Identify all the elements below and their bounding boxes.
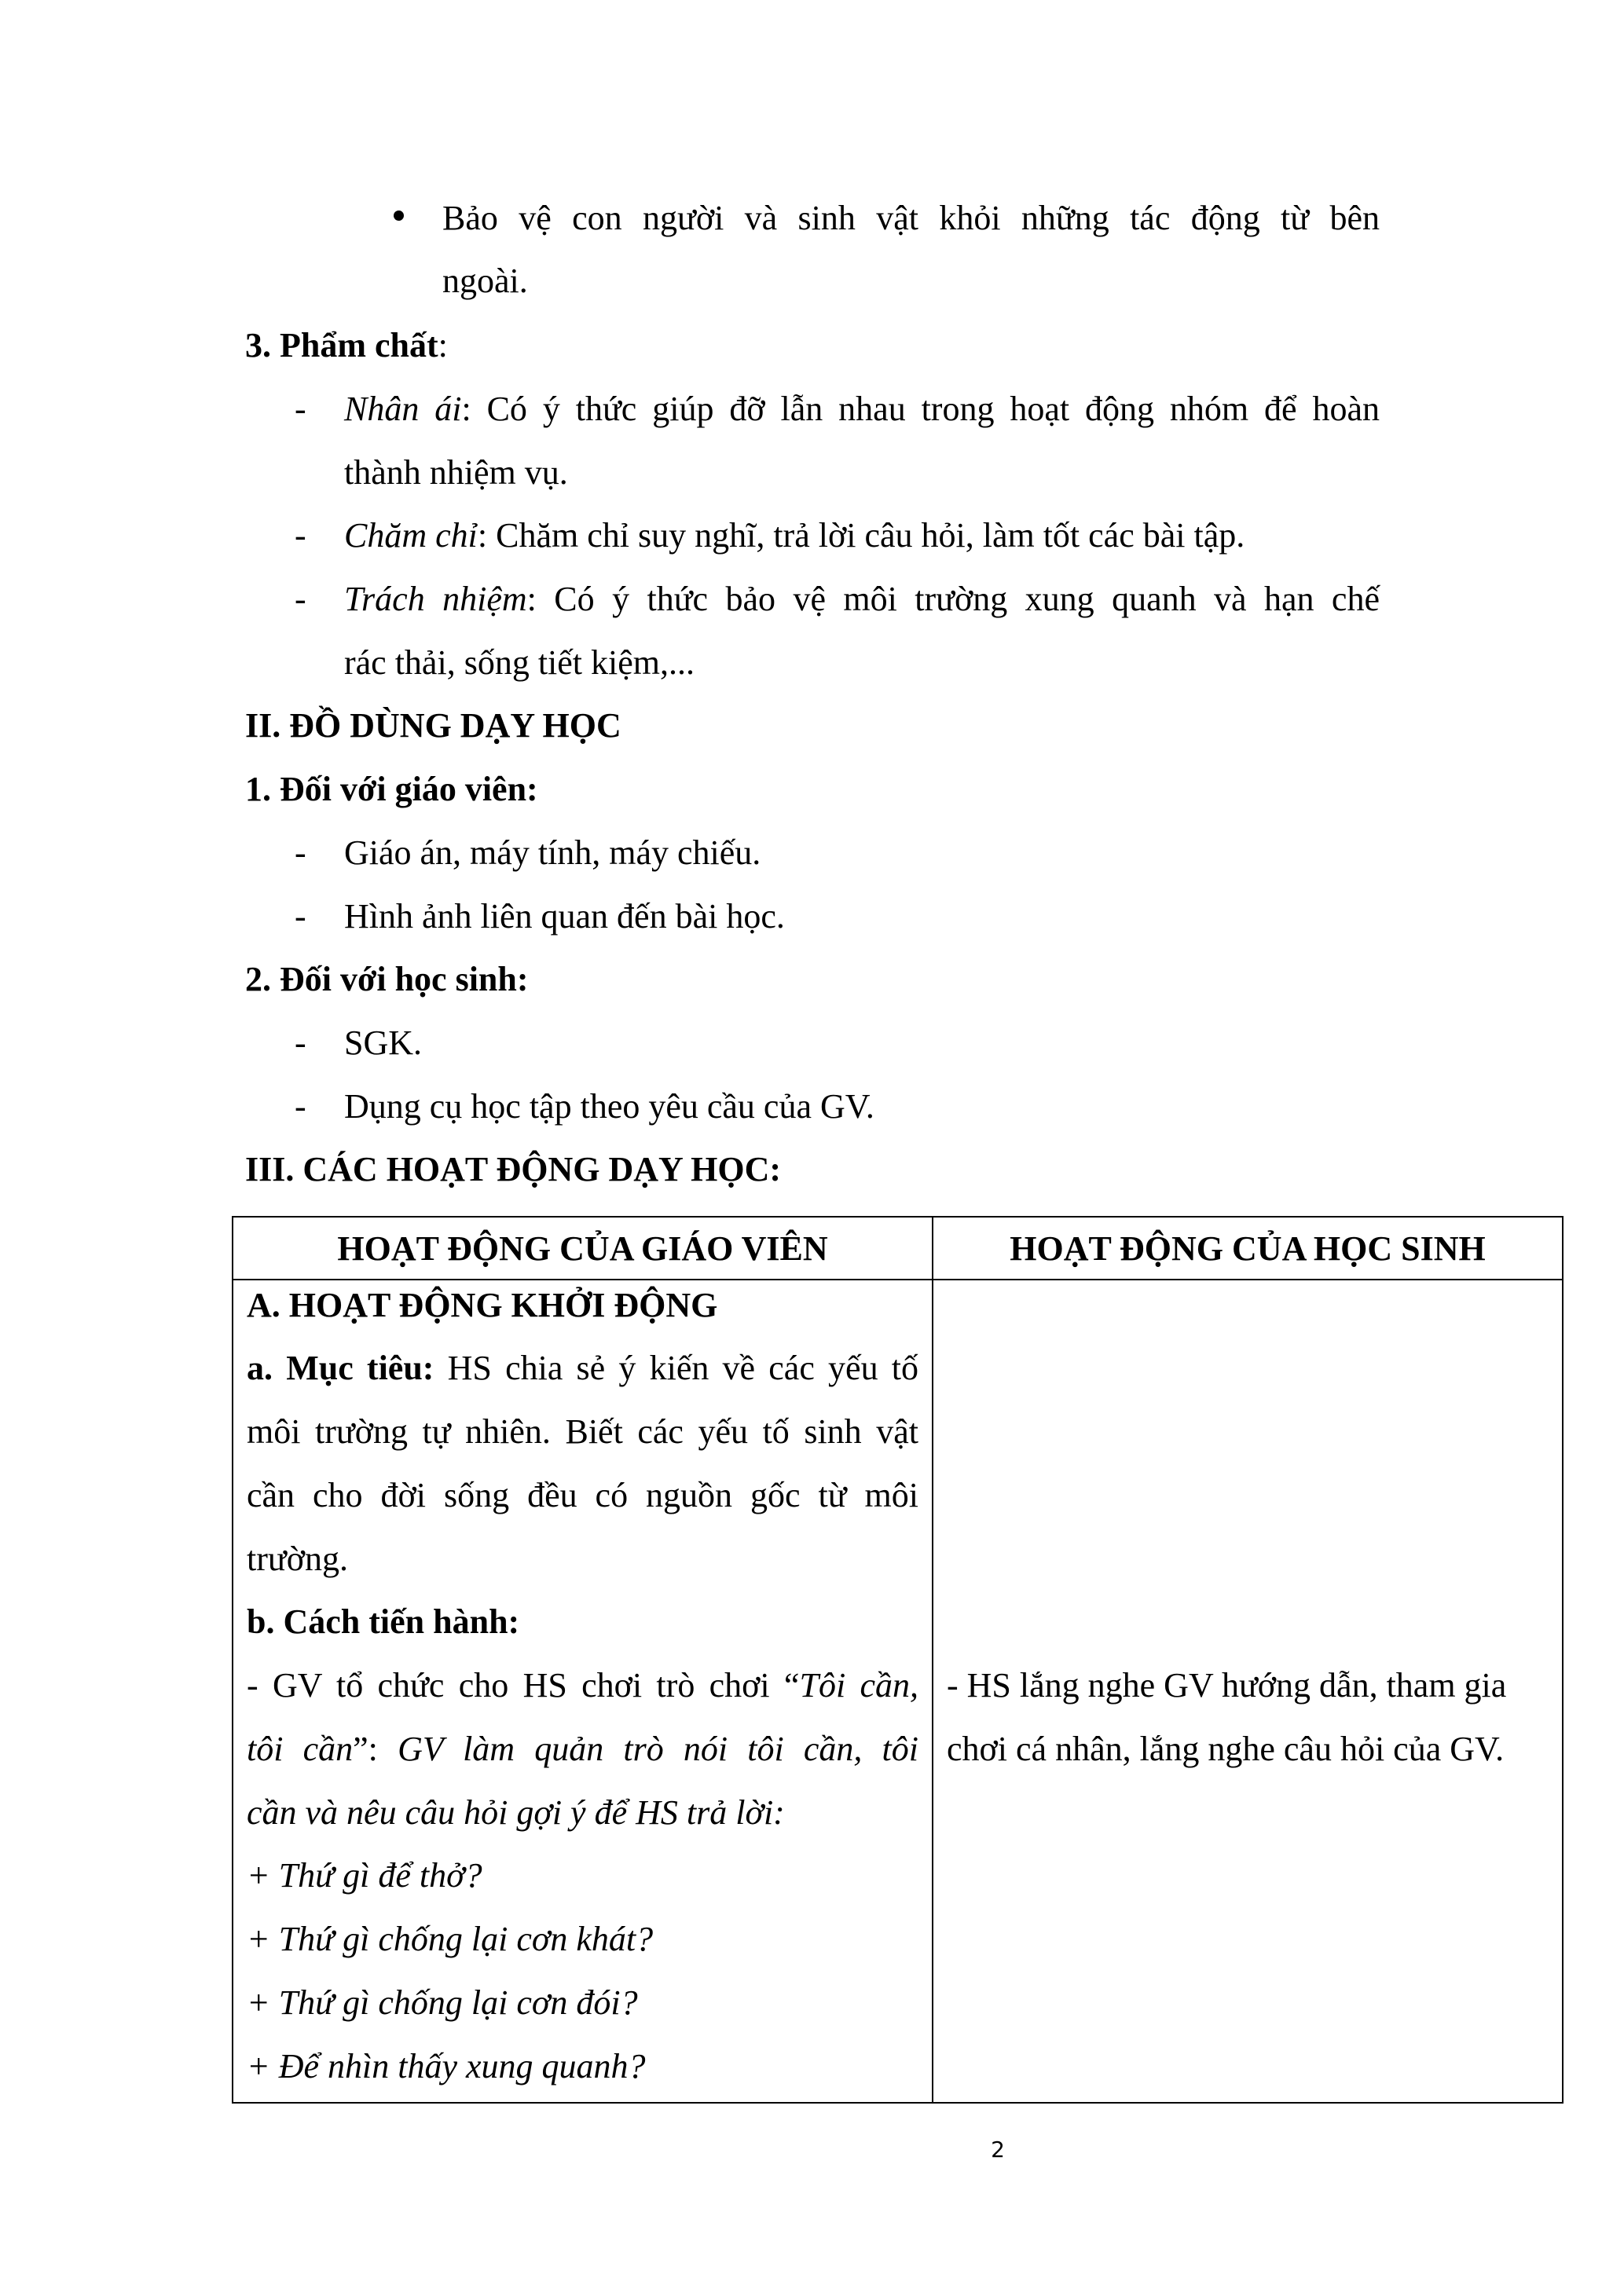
student-activity-line-1: - HS lắng nghe GV hướng dẫn, tham gia xyxy=(947,1666,1507,1705)
goal-line-4: trường. xyxy=(247,1540,348,1578)
dash-marker: - xyxy=(295,1087,306,1126)
heading-giao-vien: 1. Đối với giáo viên: xyxy=(245,770,538,808)
column-header-teacher: HOẠT ĐỘNG CỦA GIÁO VIÊN xyxy=(233,1217,933,1280)
dash-marker: - xyxy=(295,833,306,872)
column-header-student: HOẠT ĐỘNG CỦA HỌC SINH xyxy=(933,1217,1563,1280)
dash-marker: - xyxy=(295,516,306,555)
page-number: 2 xyxy=(991,2137,1005,2162)
goal-line-2: môi trường tự nhiên. Biết các yếu tố sinh vật xyxy=(247,1412,918,1451)
method-line-2: tôi cần”: GV làm quản trò nói tôi cần, tôi xyxy=(247,1730,919,1768)
teacher-cell xyxy=(233,1280,933,2103)
pham-chat-item-1-line-2: thành nhiệm vụ. xyxy=(344,453,568,492)
goal-line-3: cần cho đời sống đều có nguồn gốc từ môi xyxy=(247,1476,918,1514)
question-item: + Thứ gì chống lại cơn khát? xyxy=(247,1920,654,1958)
pham-chat-item-3-line-1: Trách nhiệm: Có ý thức bảo vệ môi trường xung quanh và hạn chế xyxy=(344,580,1380,618)
method-line-3: cần và nêu câu hỏi gợi ý để HS trả lời: xyxy=(247,1793,785,1832)
student-activity-line-2: chơi cá nhân, lắng nghe câu hỏi của GV. xyxy=(947,1730,1505,1768)
method-label: b. Cách tiến hành: xyxy=(247,1602,520,1641)
bullet-dot-icon xyxy=(394,211,404,221)
bullet-line-2: ngoài. xyxy=(442,262,528,300)
dash-marker: - xyxy=(295,1023,306,1062)
question-item: + Thứ gì chống lại cơn đói? xyxy=(247,1983,638,2022)
pham-chat-item-2: Chăm chỉ: Chăm chỉ suy nghĩ, trả lời câu hỏi, làm tốt các bài tập. xyxy=(344,516,1245,555)
student-item: SGK. xyxy=(344,1023,423,1062)
part-title: A. HOẠT ĐỘNG KHỞI ĐỘNG xyxy=(247,1286,718,1324)
student-item: Dụng cụ học tập theo yêu cầu của GV. xyxy=(344,1087,874,1126)
table-row xyxy=(233,1280,1563,2103)
pham-chat-item-1-line-1: Nhân ái: Có ý thức giúp đỡ lẫn nhau trong hoạt động nhóm để hoàn xyxy=(344,390,1380,428)
heading-pham-chat: 3. Phẩm chất: xyxy=(245,326,448,364)
pham-chat-item-3-line-2: rác thải, sống tiết kiệm,... xyxy=(344,643,695,682)
heading-do-dung: II. ĐỒ DÙNG DẠY HỌC xyxy=(245,706,621,745)
heading-hoat-dong: III. CÁC HOẠT ĐỘNG DẠY HỌC: xyxy=(245,1150,782,1188)
dash-marker: - xyxy=(295,390,306,428)
student-cell xyxy=(933,1280,1563,2103)
question-item: + Để nhìn thấy xung quanh? xyxy=(247,2047,646,2085)
question-item: + Thứ gì để thở? xyxy=(247,1856,482,1895)
heading-hoc-sinh: 2. Đối với học sinh: xyxy=(245,960,529,998)
bullet-line-1: Bảo vệ con người và sinh vật khỏi những tác động từ bên xyxy=(442,199,1380,237)
dash-marker: - xyxy=(295,580,306,618)
dash-marker: - xyxy=(295,897,306,936)
teacher-item: Hình ảnh liên quan đến bài học. xyxy=(344,897,785,936)
activities-table xyxy=(232,1216,1564,2104)
table-header-row xyxy=(233,1217,1563,1280)
method-line-1: - GV tổ chức cho HS chơi trò chơi “Tôi cần, xyxy=(247,1666,918,1705)
goal-line-1: a. Mục tiêu: HS chia sẻ ý kiến về các yếu tố xyxy=(247,1349,918,1387)
teacher-item: Giáo án, máy tính, máy chiếu. xyxy=(344,833,761,872)
